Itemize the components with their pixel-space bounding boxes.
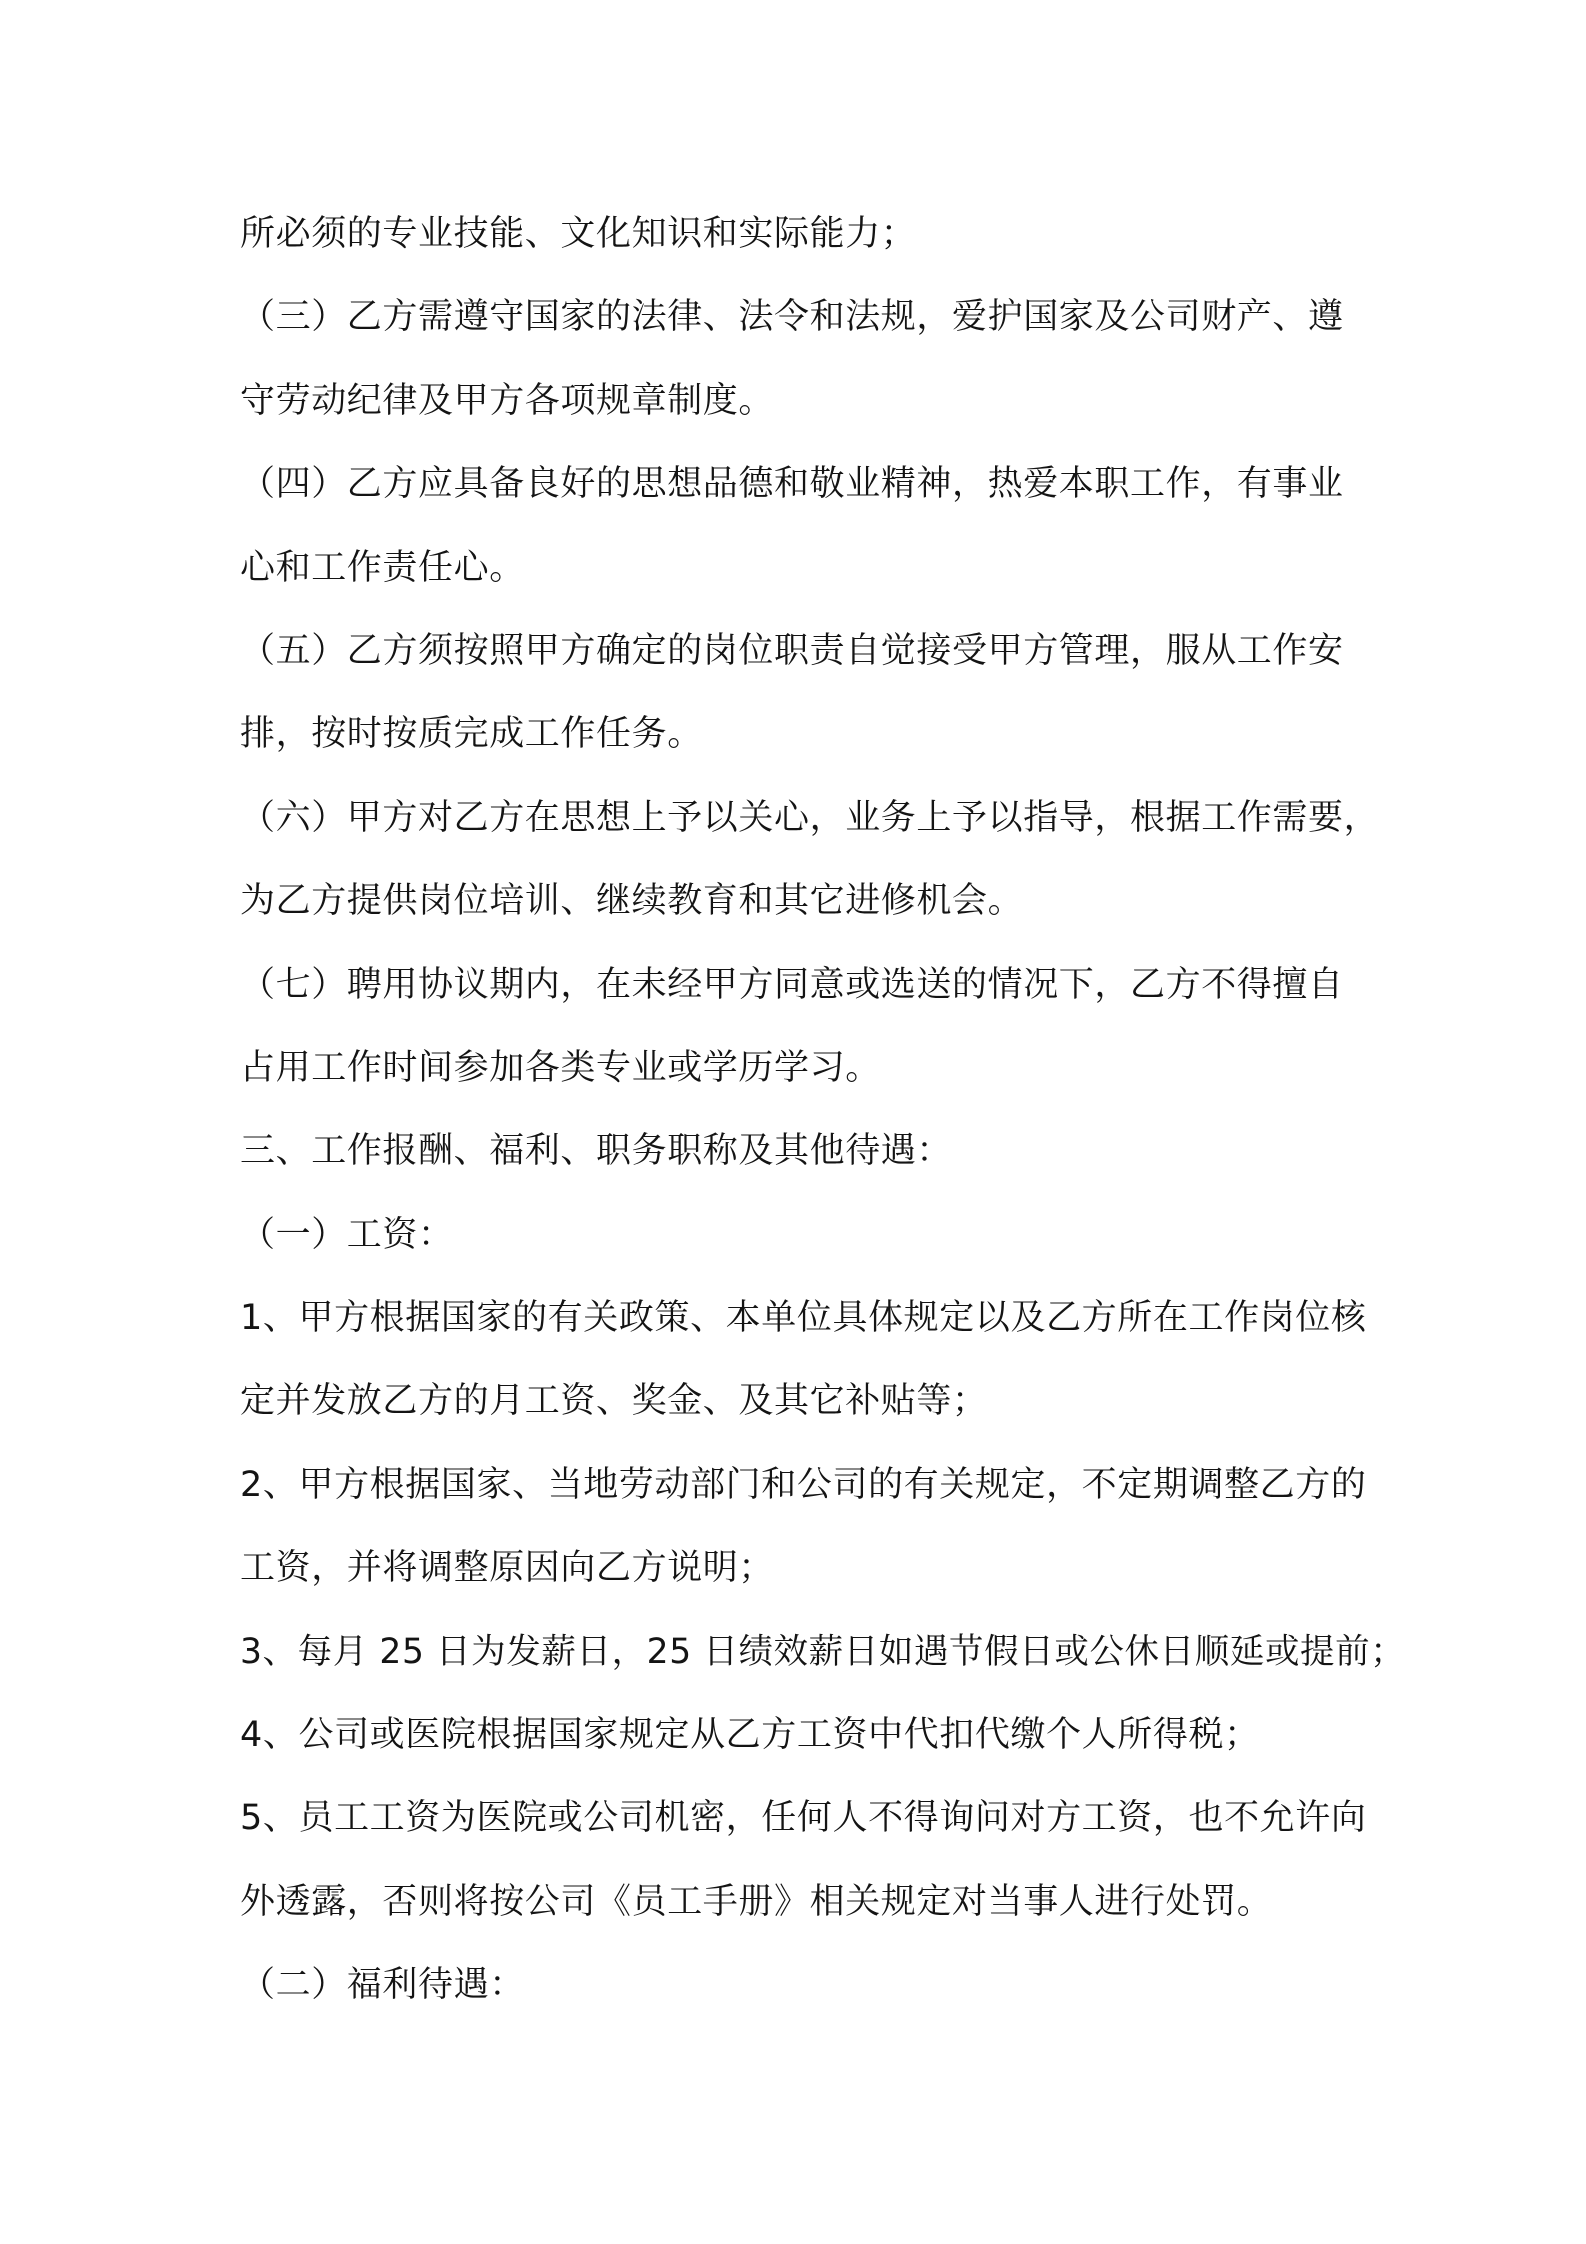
subsection-heading: （二）福利待遇： xyxy=(240,1965,525,2006)
text-line: 2、甲方根据国家、当地劳动部门和公司的有关规定，不定期调整乙方的 xyxy=(240,1464,1367,1505)
text-line: 定并发放乙方的月工资、奖金、及其它补贴等； xyxy=(240,1381,988,1422)
text-line: 占用工作时间参加各类专业或学历学习。 xyxy=(240,1047,881,1088)
text-line: 工资，并将调整原因向乙方说明； xyxy=(240,1548,775,1589)
text-line: 1、甲方根据国家的有关政策、本单位具体规定以及乙方所在工作岗位核 xyxy=(240,1298,1367,1339)
text-line: 排，按时按质完成工作任务。 xyxy=(240,714,703,755)
text-line: 4、公司或医院根据国家规定从乙方工资中代扣代缴个人所得税； xyxy=(240,1715,1260,1756)
text-line: （七）聘用协议期内，在未经甲方同意或选送的情况下，乙方不得擅自 xyxy=(240,964,1344,1005)
text-line: 外透露，否则将按公司《员工手册》相关规定对当事人进行处罚。 xyxy=(240,1881,1273,1922)
text-line: 心和工作责任心。 xyxy=(240,547,525,588)
text-line: 为乙方提供岗位培训、继续教育和其它进修机会。 xyxy=(240,881,1024,922)
text-line: 3、每月 25 日为发薪日，25 日绩效薪日如遇节假日或公休日顺延或提前； xyxy=(240,1631,1406,1672)
section-heading: 三、工作报酬、福利、职务职称及其他待遇： xyxy=(240,1131,953,1172)
text-line: （五）乙方须按照甲方确定的岗位职责自觉接受甲方管理，服从工作安 xyxy=(240,630,1344,671)
document-body xyxy=(240,193,1420,2028)
subsection-heading: （一）工资： xyxy=(240,1214,454,1255)
text-line: （四）乙方应具备良好的思想品德和敬业精神，热爱本职工作，有事业 xyxy=(240,464,1344,505)
text-line: 所必须的专业技能、文化知识和实际能力； xyxy=(240,214,917,254)
text-line: （三）乙方需遵守国家的法律、法令和法规，爱护国家及公司财产、遵 xyxy=(240,297,1344,338)
text-line: （六）甲方对乙方在思想上予以关心，业务上予以指导，根据工作需要， xyxy=(240,797,1380,838)
text-line: 5、员工工资为医院或公司机密，任何人不得询问对方工资，也不允许向 xyxy=(240,1798,1367,1839)
text-line: 守劳动纪律及甲方各项规章制度。 xyxy=(240,380,775,421)
